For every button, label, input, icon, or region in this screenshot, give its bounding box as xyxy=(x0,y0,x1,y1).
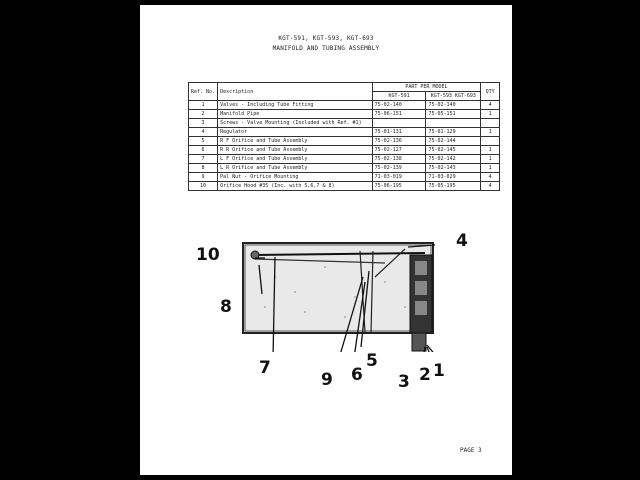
cell-description: Regulator xyxy=(218,128,373,137)
table-row xyxy=(189,119,500,128)
cell-part-model-2: 75-05-195 xyxy=(426,182,481,191)
header-description: Description xyxy=(218,83,373,101)
cell-description: R R Orifice and Tube Assembly xyxy=(218,146,373,155)
table-row xyxy=(189,146,500,155)
table-header-row xyxy=(189,83,500,92)
cell-qty: 1 xyxy=(481,128,500,137)
cell-part-model-2: 75-02-143 xyxy=(426,164,481,173)
cell-ref: 1 xyxy=(189,101,218,110)
cell-ref: 3 xyxy=(189,119,218,128)
burner-tray-illustration xyxy=(243,243,433,351)
callout-6: 6 xyxy=(351,365,363,385)
table-row xyxy=(189,182,500,191)
cell-part-model-1: 75-06-151 xyxy=(372,110,426,119)
cell-description: Valves - Including Tube Fitting xyxy=(218,101,373,110)
cell-ref: 9 xyxy=(189,173,218,182)
cell-qty: 1 xyxy=(481,155,500,164)
cell-description: Manifold Pipe xyxy=(218,110,373,119)
cell-part-model-1: 75-01-131 xyxy=(372,128,426,137)
cell-qty xyxy=(481,137,500,146)
cell-ref: 8 xyxy=(189,164,218,173)
callout-8: 8 xyxy=(220,297,232,317)
cell-part-model-1: 75-02-136 xyxy=(372,137,426,146)
cell-qty: 1 xyxy=(481,110,500,119)
cell-part-model-2: 71-03-029 xyxy=(426,173,481,182)
cell-description: Pal Nut - Orifice Mounting xyxy=(218,173,373,182)
cell-description: R F Orifice and Tube Assembly xyxy=(218,137,373,146)
table-row xyxy=(189,128,500,137)
table-row xyxy=(189,137,500,146)
table-row xyxy=(189,101,500,110)
cell-part-model-1: 75-06-195 xyxy=(372,182,426,191)
cell-description: Screws - Valve Mounting (Included with Ref. #1) xyxy=(218,119,373,128)
cell-part-model-2: 75-02-144 xyxy=(426,137,481,146)
cell-part-model-2 xyxy=(426,119,481,128)
cell-part-model-1 xyxy=(372,119,426,128)
header-ref: Ref. No. xyxy=(189,83,218,101)
cell-part-model-2: 75-02-145 xyxy=(426,146,481,155)
document-title-models: KGT-591, KGT-593, KGT-693 xyxy=(278,35,374,42)
page-number: PAGE 3 xyxy=(460,447,482,454)
cell-qty: 4 xyxy=(481,101,500,110)
cell-part-model-1: 75-02-140 xyxy=(372,101,426,110)
document-title-assembly: MANIFOLD AND TUBING ASSEMBLY xyxy=(272,45,380,52)
cell-part-model-2: 75-05-151 xyxy=(426,110,481,119)
cell-ref: 4 xyxy=(189,128,218,137)
cell-part-model-2: 75-02-142 xyxy=(426,155,481,164)
callout-2: 2 xyxy=(419,365,431,385)
cell-ref: 5 xyxy=(189,137,218,146)
cell-part-model-1: 75-02-139 xyxy=(372,164,426,173)
cell-description: Orifice Hood #35 (Inc. with 5,6,7 & 8) xyxy=(218,182,373,191)
manifold-photo xyxy=(235,237,450,352)
callout-1: 1 xyxy=(433,361,445,381)
table-row xyxy=(189,155,500,164)
cell-part-model-1: 75-02-138 xyxy=(372,155,426,164)
cell-qty xyxy=(481,119,500,128)
cell-part-model-1: 75-02-127 xyxy=(372,146,426,155)
callout-9: 9 xyxy=(321,370,333,390)
table-row xyxy=(189,173,500,182)
header-model-1: KGT-591 xyxy=(372,92,426,101)
cell-ref: 6 xyxy=(189,146,218,155)
cell-ref: 10 xyxy=(189,182,218,191)
cell-part-model-2: 75-02-140 xyxy=(426,101,481,110)
table-row xyxy=(189,164,500,173)
header-part-per-model: PART PER MODEL xyxy=(372,83,481,92)
header-qty: QTY xyxy=(481,83,500,101)
callout-3: 3 xyxy=(398,372,410,392)
cell-qty: 1 xyxy=(481,146,500,155)
cell-part-model-2: 75-01-129 xyxy=(426,128,481,137)
callout-10: 10 xyxy=(196,245,220,265)
cell-qty: 1 xyxy=(481,164,500,173)
cell-description: L F Orifice and Tube Assembly xyxy=(218,155,373,164)
cell-description: L R Orifice and Tube Assembly xyxy=(218,164,373,173)
cell-ref: 7 xyxy=(189,155,218,164)
header-model-2: KGT-593 KGT-693 xyxy=(426,92,481,101)
cell-ref: 2 xyxy=(189,110,218,119)
cell-part-model-1: 71-03-019 xyxy=(372,173,426,182)
table-row xyxy=(189,110,500,119)
callout-5: 5 xyxy=(366,351,378,371)
callout-7: 7 xyxy=(259,358,271,378)
callout-4: 4 xyxy=(456,231,468,251)
document-page xyxy=(140,5,512,475)
cell-qty: 4 xyxy=(481,173,500,182)
cell-qty: 4 xyxy=(481,182,500,191)
parts-table xyxy=(188,82,500,191)
